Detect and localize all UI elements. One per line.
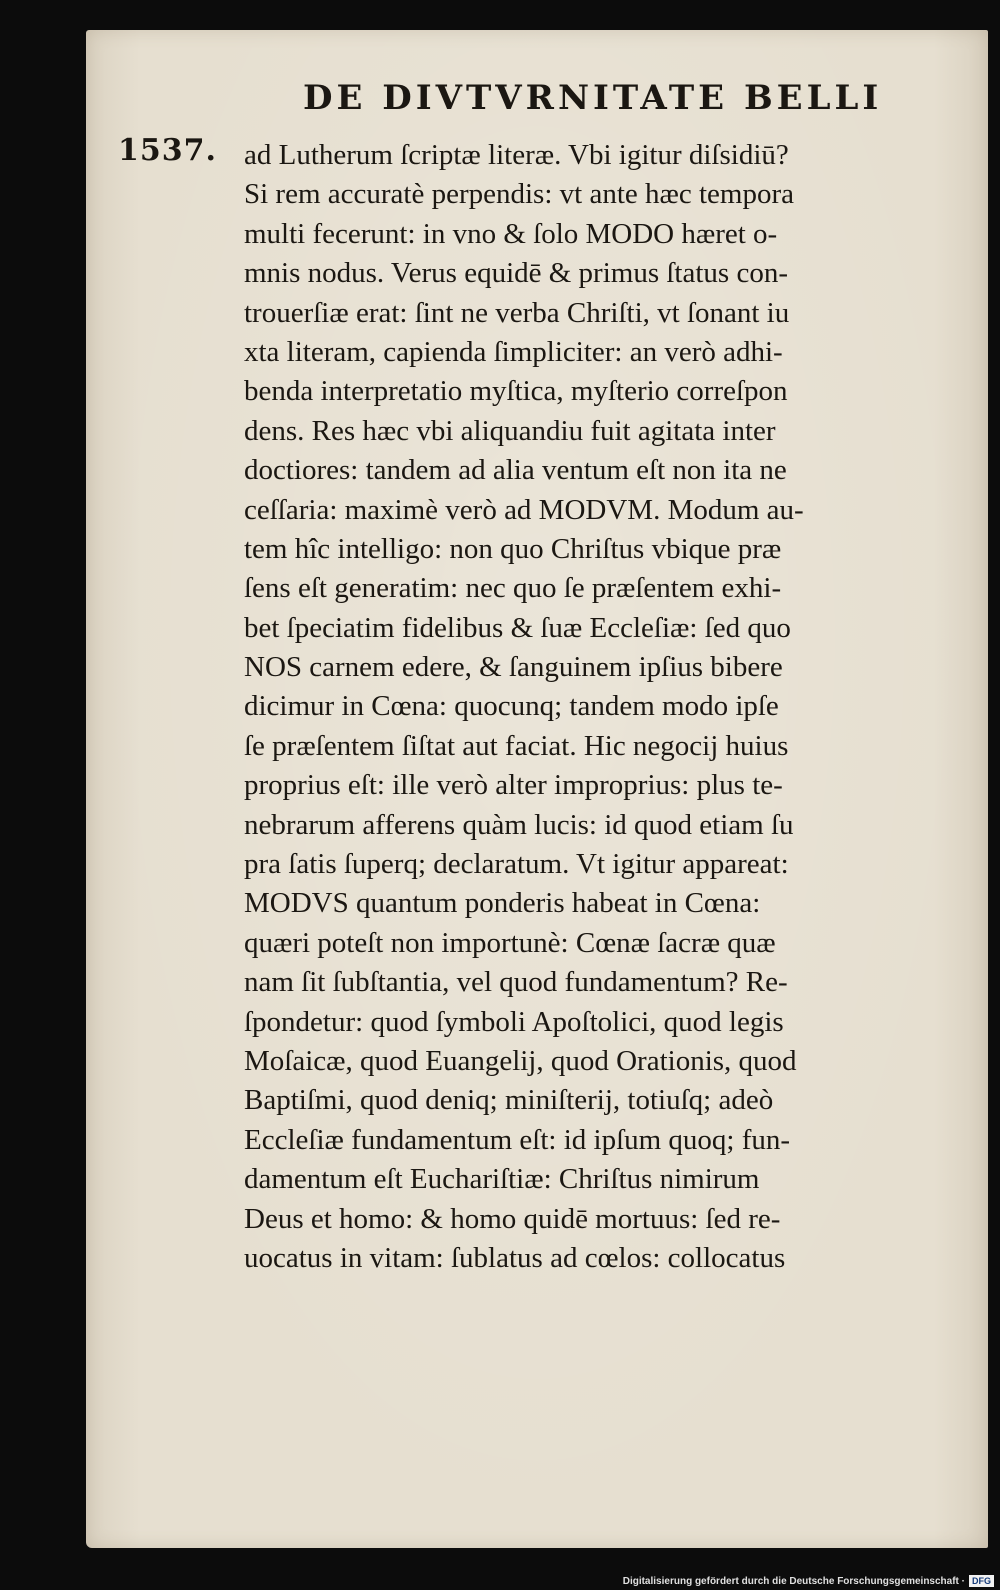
text-line: Moſaicæ, quod Euangelij, quod Orationis, quod bbox=[244, 1044, 797, 1077]
digitization-credit bbox=[623, 1575, 994, 1587]
text-line: damentum eſt Euchariſtiæ: Chriſtus nimirum bbox=[244, 1163, 760, 1196]
text-line: uocatus in vitam: ſublatus ad cœlos: collocatus bbox=[244, 1241, 786, 1274]
text-line: xta literam, capienda ſimpliciter: an verò adhi- bbox=[244, 335, 783, 368]
text-line: ſe præſentem ſiſtat aut faciat. Hic negocij huius bbox=[244, 729, 789, 762]
text-line: mnis nodus. Verus equidē & primus ſtatus con- bbox=[244, 257, 788, 290]
text-line: ſpondetur: quod ſymboli Apoſtolici, quod legis bbox=[244, 1005, 784, 1038]
text-line: ad Lutherum ſcriptæ literæ. Vbi igitur diſsidiū? bbox=[244, 139, 789, 171]
text-line: pra ſatis ſuperq; declaratum. Vt igitur appareat: bbox=[244, 848, 789, 881]
dfg-logo: DFG bbox=[969, 1575, 994, 1587]
margin-year: 1537. bbox=[118, 133, 217, 168]
text-line: multi fecerunt: in vno & ſolo MODO hæret o- bbox=[244, 217, 778, 250]
text-line: Baptiſmi, quod deniq; miniſterij, totiuſq; adeò bbox=[244, 1084, 774, 1117]
text-line: dens. Res hæc vbi aliquandiu fuit agitata inter bbox=[244, 414, 776, 447]
text-line: Si rem accuratè perpendis: vt ante hæc tempora bbox=[244, 178, 794, 211]
text-line: nam ſit ſubſtantia, vel quod fundamentum? Re- bbox=[244, 966, 788, 999]
text-line: Eccleſiæ fundamentum eſt: id ipſum quoq; fun- bbox=[244, 1123, 791, 1156]
text-line: MODVS quantum ponderis habeat in Cœna: bbox=[244, 887, 761, 920]
text-line: bet ſpeciatim fidelibus & ſuæ Eccleſiæ: ſed quo bbox=[244, 611, 791, 644]
text-line: Deus et homo: & homo quidē mortuus: ſed re- bbox=[244, 1202, 781, 1235]
text-line: quæri poteſt non importunè: Cœnæ ſacræ quæ bbox=[244, 926, 776, 959]
text-line: nebrarum afferens quàm lucis: id quod etiam ſu bbox=[244, 808, 794, 841]
text-line: proprius eſt: ille verò alter improprius: plus te- bbox=[244, 769, 783, 802]
text-line: tem hîc intelligo: non quo Chriſtus vbique præ bbox=[244, 532, 782, 565]
text-line: benda interpretatio myſtica, myſterio correſpon bbox=[244, 375, 788, 408]
credit-text: Digitalisierung gefördert durch die Deutsche Forschungsgemeinschaft · bbox=[622, 1575, 965, 1587]
text-line: ceſſaria: maximè verò ad MODVM. Modum au- bbox=[244, 493, 804, 526]
body-text bbox=[244, 136, 950, 1278]
text-line: NOS carnem edere, & ſanguinem ipſius bibere bbox=[244, 651, 783, 684]
text-line: ſens eſt generatim: nec quo ſe præſentem exhi- bbox=[244, 572, 782, 605]
text-line: doctiores: tandem ad alia ventum eſt non ita ne bbox=[244, 454, 787, 487]
running-head: DE DIVTVRNITATE BELLI bbox=[303, 78, 883, 118]
text-line: trouerſiæ erat: ſint ne verba Chriſti, vt ſonant iu bbox=[244, 296, 790, 329]
text-line: dicimur in Cœna: quocunq; tandem modo ipſe bbox=[244, 690, 779, 723]
